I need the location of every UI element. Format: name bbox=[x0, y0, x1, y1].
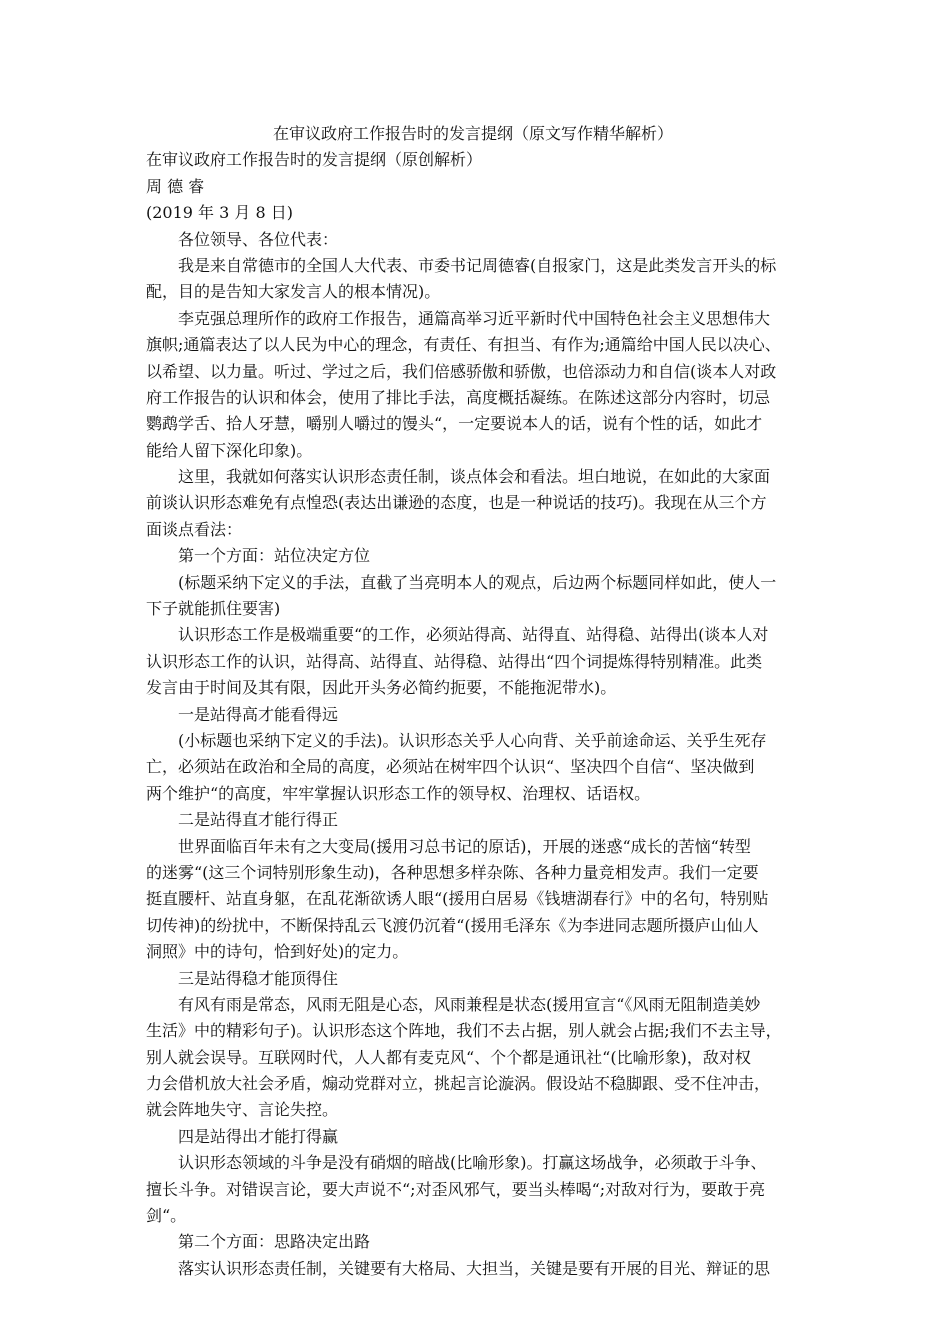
body-line: 府工作报告的认识和体会，使用了排比手法，高度概括凝练。在陈述这部分内容时，切忌 bbox=[146, 387, 771, 407]
body-line: 落实认识形态责任制，关键要有大格局、大担当，关键是要有开展的目光、辩证的思 bbox=[146, 1258, 771, 1278]
document-title: 在审议政府工作报告时的发言提纲（原文写作精华解析） bbox=[272, 124, 673, 143]
body-line: 下子就能抓住要害) bbox=[146, 599, 281, 619]
body-line: 认识形态工作是极端重要“的工作，必须站得高、站得直、站得稳、站得出(谈本人对 bbox=[146, 625, 769, 645]
body-line: 旗帜;通篇表达了以人民为中心的理念，有责任、有担当、有作为;通篇给中国人民以决心、 bbox=[146, 335, 781, 355]
body-line: 李克强总理所作的政府工作报告，通篇高举习近平新时代中国特色社会主义思想伟大 bbox=[146, 308, 771, 328]
body-line: 别人就会误导。互联网时代，人人都有麦克风“、个个都是通讯社“(比喻形象)，敌对权 bbox=[146, 1047, 751, 1067]
body-line: 以希望、以力量。听过、学过之后，我们倍感骄傲和骄傲，也倍添动力和自信(谈本人对政 bbox=[146, 361, 777, 381]
body-line: 能给人留下深化印象)。 bbox=[146, 440, 313, 460]
body-line: 第二个方面：思路决定出路 bbox=[146, 1232, 371, 1252]
body-line: (小标题也采纳下定义的手法)。认识形态关乎人心向背、关乎前途命运、关乎生死存 bbox=[146, 730, 767, 750]
body-line: 洞照》中的诗句，恰到好处)的定力。 bbox=[146, 942, 409, 962]
speech-date: (2019 年 3 月 8 日) bbox=[146, 203, 293, 223]
body-line: 面谈点看法： bbox=[146, 519, 243, 539]
body-line: 发言由于时间及其有限，因此开头务必简约扼要，不能拖泥带水)。 bbox=[146, 678, 617, 698]
body-line: 认识形态领域的斗争是没有硝烟的暗战(比喻形象)。打赢这场战争，必须敢于斗争、 bbox=[146, 1153, 767, 1173]
body-line: 两个维护“的高度，牢牢掌握认识形态工作的领导权、治理权、话语权。 bbox=[146, 783, 651, 803]
body-line: 的迷雾“(这三个词特别形象生动)，各种思想多样杂陈、各种力量竞相发声。我们一定要 bbox=[146, 862, 759, 882]
body-line: 各位领导、各位代表： bbox=[146, 229, 339, 249]
body-line: 配，目的是告知大家发言人的根本情况)。 bbox=[146, 282, 441, 302]
body-line: 前谈认识形态难免有点惶恐(表达出谦逊的态度，也是一种说话的技巧)。我现在从三个方 bbox=[146, 493, 767, 513]
document-subtitle: 在审议政府工作报告时的发言提纲（原创解析） bbox=[146, 150, 483, 170]
body-line: 第一个方面：站位决定方位 bbox=[146, 546, 371, 566]
body-line: 世界面临百年未有之大变局(援用习总书记的原话)，开展的迷惑“成长的苦恼“转型 bbox=[146, 836, 751, 856]
body-line: 认识形态工作的认识，站得高、站得直、站得稳、站得出“四个词提炼得特别精准。此类 bbox=[146, 651, 763, 671]
author-name: 周 德 睿 bbox=[146, 176, 205, 196]
body-line: 二是站得直才能行得正 bbox=[146, 810, 339, 830]
body-line: 一是站得高才能看得远 bbox=[146, 704, 339, 724]
body-line: 力会借机放大社会矛盾，煽动党群对立，挑起言论漩涡。假设站不稳脚跟、受不住冲击， bbox=[146, 1074, 771, 1094]
document-body bbox=[146, 227, 810, 1283]
body-line: 我是来自常德市的全国人大代表、市委书记周德睿(自报家门，这是此类发言开头的标 bbox=[146, 255, 777, 275]
body-line: 擅长斗争。对错误言论，要大声说不“;对歪风邪气，要当头棒喝“;对敌对行为，要敢于亮 bbox=[146, 1179, 766, 1199]
body-line: 亡，必须站在政治和全局的高度，必须站在树牢四个认识“、坚决四个自信“、坚决做到 bbox=[146, 757, 755, 777]
body-line: 鹦鹉学舌、拾人牙慧，嚼别人嚼过的馒头“，一定要说本人的话，说有个性的话，如此才 bbox=[146, 414, 763, 434]
body-line: 四是站得出才能打得赢 bbox=[146, 1126, 339, 1146]
body-line: 挺直腰杆、站直身躯，在乱花渐欲诱人眼“(援用白居易《钱塘湖春行》中的名句，特别贴 bbox=[146, 889, 769, 909]
body-line: 切传神)的纷扰中，不断保持乱云飞渡仍沉着“(援用毛泽东《为李进同志题所摄庐山仙人 bbox=[146, 915, 759, 935]
body-line: 三是站得稳才能顶得住 bbox=[146, 968, 339, 988]
document-page bbox=[146, 121, 810, 1282]
body-line: 有风有雨是常态，风雨无阻是心态，风雨兼程是状态(援用宣言“《风雨无阻制造美妙 bbox=[146, 994, 761, 1014]
body-line: 生活》中的精彩句子)。认识形态这个阵地，我们不去占据，别人就会占据;我们不去主导， bbox=[146, 1021, 782, 1041]
body-line: 这里，我就如何落实认识形态责任制，谈点体会和看法。坦白地说，在如此的大家面 bbox=[146, 467, 771, 487]
body-line: 就会阵地失守、言论失控。 bbox=[146, 1100, 339, 1120]
body-line: (标题采纳下定义的手法，直截了当亮明本人的观点，后边两个标题同样如此，使人一 bbox=[146, 572, 777, 592]
body-line: 剑“。 bbox=[146, 1206, 187, 1226]
